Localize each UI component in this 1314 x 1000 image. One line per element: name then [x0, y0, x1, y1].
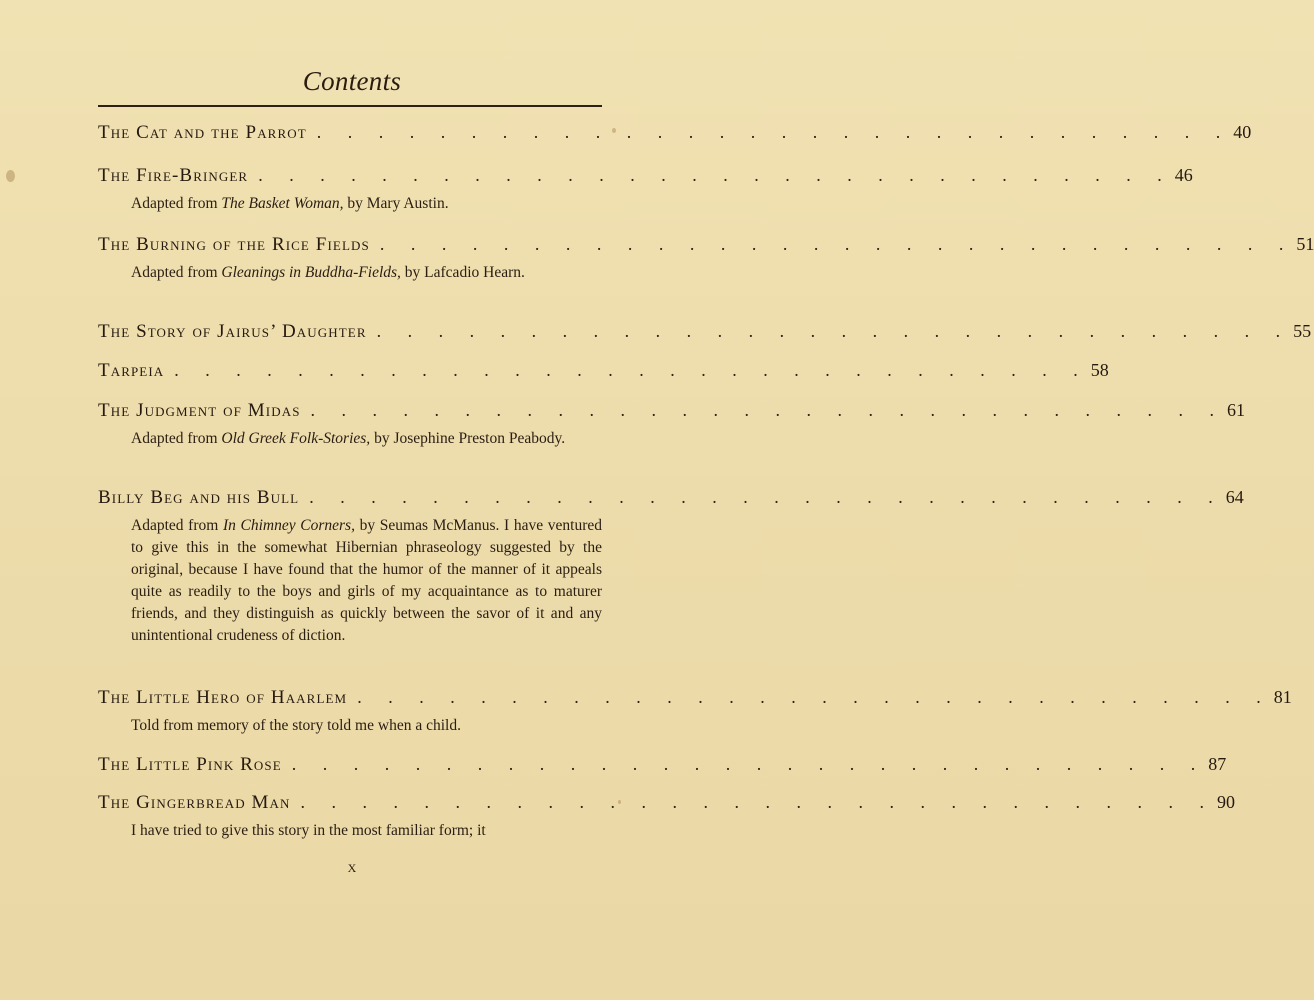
dot-leader: . . . . . . . . . . . . . . . . . . . . . . . . . . . . . . [310, 400, 1226, 420]
source-title: In Chimney Corners, [222, 517, 355, 534]
page-number: 46 [1174, 165, 1193, 185]
paper-stain [6, 170, 15, 182]
paper-stain [618, 800, 621, 804]
toc-entry [98, 685, 1292, 737]
page-number: 55 [1293, 321, 1312, 341]
dot-leader: . . . . . . . . . . . . . . . . . . . . . . . . . . . . . . [316, 122, 1232, 142]
toc-entry [98, 120, 1252, 145]
entry-note: Adapted from Gleanings in Buddha-Fields, by Lafcadio Hearn. [131, 264, 525, 281]
page-folio: x [347, 857, 357, 876]
page-number: 58 [1090, 360, 1109, 380]
source-title: The Basket Woman, [221, 195, 344, 212]
dot-leader: . . . . . . . . . . . . . . . . . . . . . . . . . . . . . . [300, 792, 1216, 812]
entry-title: The Burning of the Rice Fields [98, 234, 370, 255]
entry-title: The Story of Jairus’ Daughter [98, 321, 367, 342]
dot-leader: . . . . . . . . . . . . . . . . . . . . . . . . . . . . . . [376, 321, 1292, 341]
entry-title: The Judgment of Midas [98, 400, 301, 421]
toc-entry [98, 752, 1227, 777]
page-number: 51 [1296, 234, 1314, 254]
page-number: 61 [1227, 400, 1246, 420]
dot-leader: . . . . . . . . . . . . . . . . . . . . . . . . . . . . . . [309, 487, 1224, 507]
page-number: 40 [1233, 122, 1252, 142]
entry-title: The Fire-Bringer [98, 165, 249, 186]
entry-title: Tarpeia [98, 360, 165, 381]
entry-note: I have tried to give this story in the most familiar form; it [131, 822, 486, 839]
entry-title: Billy Beg and his Bull [98, 487, 300, 508]
page-title: Contents [302, 66, 402, 96]
toc-entry [98, 319, 1312, 344]
entry-title: The Gingerbread Man [98, 792, 291, 813]
entry-title: The Little Hero of Haarlem [98, 687, 348, 708]
entry-title: The Little Pink Rose [98, 754, 282, 775]
toc-entry [98, 485, 1244, 647]
dot-leader: . . . . . . . . . . . . . . . . . . . . . . . . . . . . . . [291, 754, 1207, 774]
source-title: Gleanings in Buddha-Fields, [221, 264, 401, 281]
entry-note: Adapted from The Basket Woman, by Mary Austin. [131, 195, 449, 212]
entry-note: Adapted from In Chimney Corners, by Seumas McManus. I have ventured to give this in the somewhat Hibernian phraseology suggested by the original, because I have found that the humor of the manner of it appeals quite as readily to the boys and girls of my acquaintance as to maturer friends, and they distinguish as quickly between the savor of it and any unintentional crudeness of diction. [131, 517, 602, 644]
page-number: 81 [1273, 687, 1292, 707]
page-number: 64 [1225, 487, 1244, 507]
page-number: 87 [1208, 754, 1227, 774]
entry-note: Told from memory of the story told me when a child. [131, 717, 461, 734]
dot-leader: . . . . . . . . . . . . . . . . . . . . . . . . . . . . . . [357, 687, 1272, 707]
dot-leader: . . . . . . . . . . . . . . . . . . . . . . . . . . . . . . [379, 234, 1295, 254]
title-rule [98, 105, 602, 107]
dot-leader: . . . . . . . . . . . . . . . . . . . . . . . . . . . . . . [258, 165, 1173, 185]
toc-entry [98, 232, 1314, 284]
paper-stain [612, 128, 616, 133]
toc-entry [98, 790, 1236, 842]
toc-entry [98, 358, 1109, 383]
page-number: 90 [1217, 792, 1236, 812]
entry-note: Adapted from Old Greek Folk-Stories, by Josephine Preston Peabody. [131, 430, 566, 447]
toc-entry [98, 163, 1193, 215]
toc-entry [98, 398, 1246, 450]
dot-leader: . . . . . . . . . . . . . . . . . . . . . . . . . . . . . . [174, 360, 1089, 380]
source-title: Old Greek Folk-Stories, [221, 430, 371, 447]
entry-title: The Cat and the Parrot [98, 122, 307, 143]
